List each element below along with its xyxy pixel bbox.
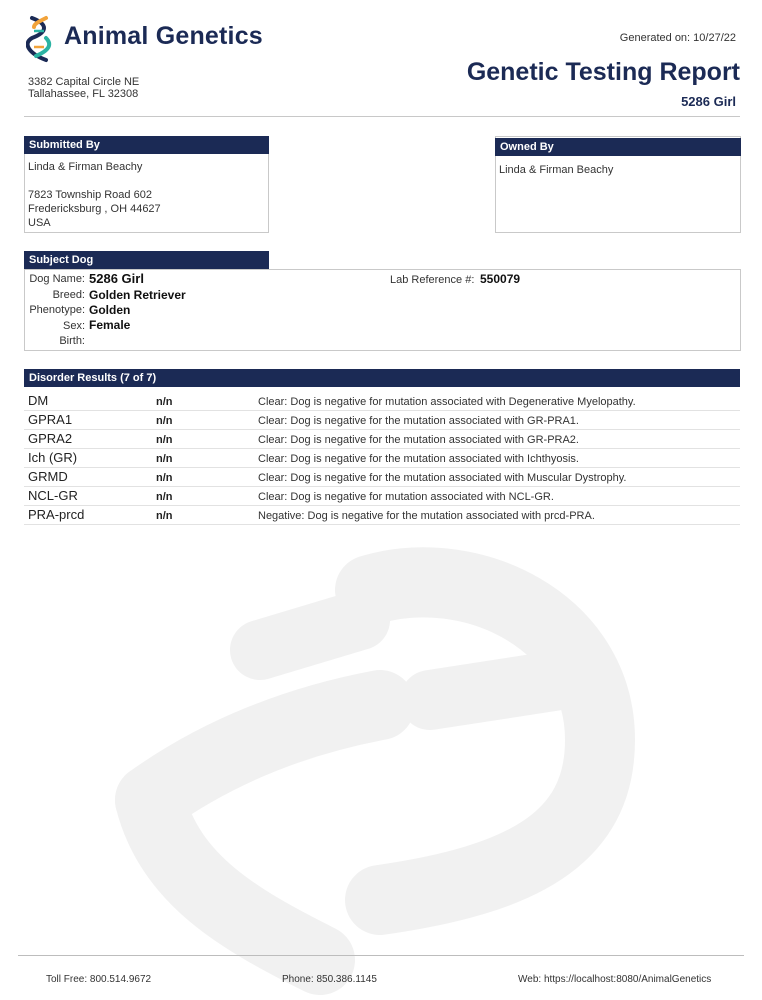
disorder-genotype: n/n — [156, 510, 173, 522]
row-divider — [24, 467, 740, 468]
lab-reference-label: Lab Reference #: — [390, 274, 475, 286]
row-divider — [24, 410, 740, 411]
disorder-name: Ich (GR) — [28, 450, 78, 465]
footer-phone: Phone: 850.386.1145 — [282, 974, 377, 985]
disorder-description: Negative: Dog is negative for the mutation associated with prcd-PRA. — [258, 510, 595, 522]
dog-name-label: Dog Name: — [29, 273, 85, 285]
disorder-description: Clear: Dog is negative for mutation associated with NCL-GR. — [258, 491, 554, 503]
disorder-description: Clear: Dog is negative for the mutation associated with GR-PRA1. — [258, 415, 579, 427]
owned-by-heading: Owned By — [495, 138, 741, 156]
sex-label: Sex: — [62, 320, 85, 332]
footer-web: Web: https://localhost:8080/AnimalGenetics — [518, 974, 712, 985]
submitted-by-heading: Submitted By — [24, 136, 269, 154]
submitted-by-name: Linda & Firman Beachy — [28, 161, 143, 173]
row-divider — [24, 505, 740, 506]
birth-label: Birth: — [59, 335, 85, 347]
subject-dog-heading: Subject Dog — [24, 251, 269, 269]
generated-date: Generated on: 10/27/22 — [619, 32, 736, 44]
disorder-genotype: n/n — [156, 453, 173, 465]
disorder-name: PRA-prcd — [28, 507, 85, 522]
disorder-genotype: n/n — [156, 472, 173, 484]
owned-by-name: Linda & Firman Beachy — [499, 164, 614, 176]
disorder-description: Clear: Dog is negative for the mutation associated with GR-PRA2. — [258, 434, 579, 446]
report-title: Genetic Testing Report — [466, 58, 740, 86]
company-address — [28, 76, 139, 100]
disorder-name: DM — [28, 393, 49, 408]
dna-logo-icon — [26, 14, 54, 64]
disorder-genotype: n/n — [156, 434, 173, 446]
disorder-name: NCL-GR — [28, 488, 78, 503]
disorder-description: Clear: Dog is negative for the mutation associated with Ichthyosis. — [258, 453, 579, 465]
breed-value: Golden Retriever — [89, 288, 186, 302]
submitted-by-street: 7823 Township Road 602 — [28, 189, 152, 201]
lab-reference-value: 550079 — [480, 272, 521, 286]
header-divider — [24, 116, 740, 117]
dog-name-value: 5286 Girl — [89, 271, 144, 286]
disorder-description: Clear: Dog is negative for the mutation associated with Muscular Dystrophy. — [258, 472, 627, 484]
footer-toll-free: Toll Free: 800.514.9672 — [46, 974, 152, 985]
disorder-genotype: n/n — [156, 491, 173, 503]
row-divider — [24, 448, 740, 449]
report-subtitle: 5286 Girl — [681, 94, 736, 109]
phenotype-label: Phenotype: — [29, 304, 85, 316]
disorder-name: GPRA1 — [28, 412, 73, 427]
disorder-description: Clear: Dog is negative for mutation associated with Degenerative Myelopathy. — [258, 396, 636, 408]
disorder-genotype: n/n — [156, 396, 173, 408]
row-divider — [24, 429, 740, 430]
submitted-by-country: USA — [28, 217, 51, 229]
submitted-by-city: Fredericksburg , OH 44627 — [28, 203, 161, 215]
address-line-1: 3382 Capital Circle NE — [28, 76, 140, 88]
disorder-genotype: n/n — [156, 415, 173, 427]
row-divider — [24, 524, 740, 525]
disorder-name: GPRA2 — [28, 431, 73, 446]
address-line-2: Tallahassee, FL 32308 — [28, 88, 139, 100]
sex-value: Female — [89, 318, 131, 332]
row-divider — [24, 486, 740, 487]
phenotype-value: Golden — [89, 303, 131, 317]
disorder-name: GRMD — [28, 469, 68, 484]
breed-label: Breed: — [52, 289, 85, 301]
brand-name: Animal Genetics — [64, 22, 263, 50]
disorder-results-heading: Disorder Results (7 of 7) — [24, 369, 740, 387]
footer-divider — [18, 955, 744, 956]
